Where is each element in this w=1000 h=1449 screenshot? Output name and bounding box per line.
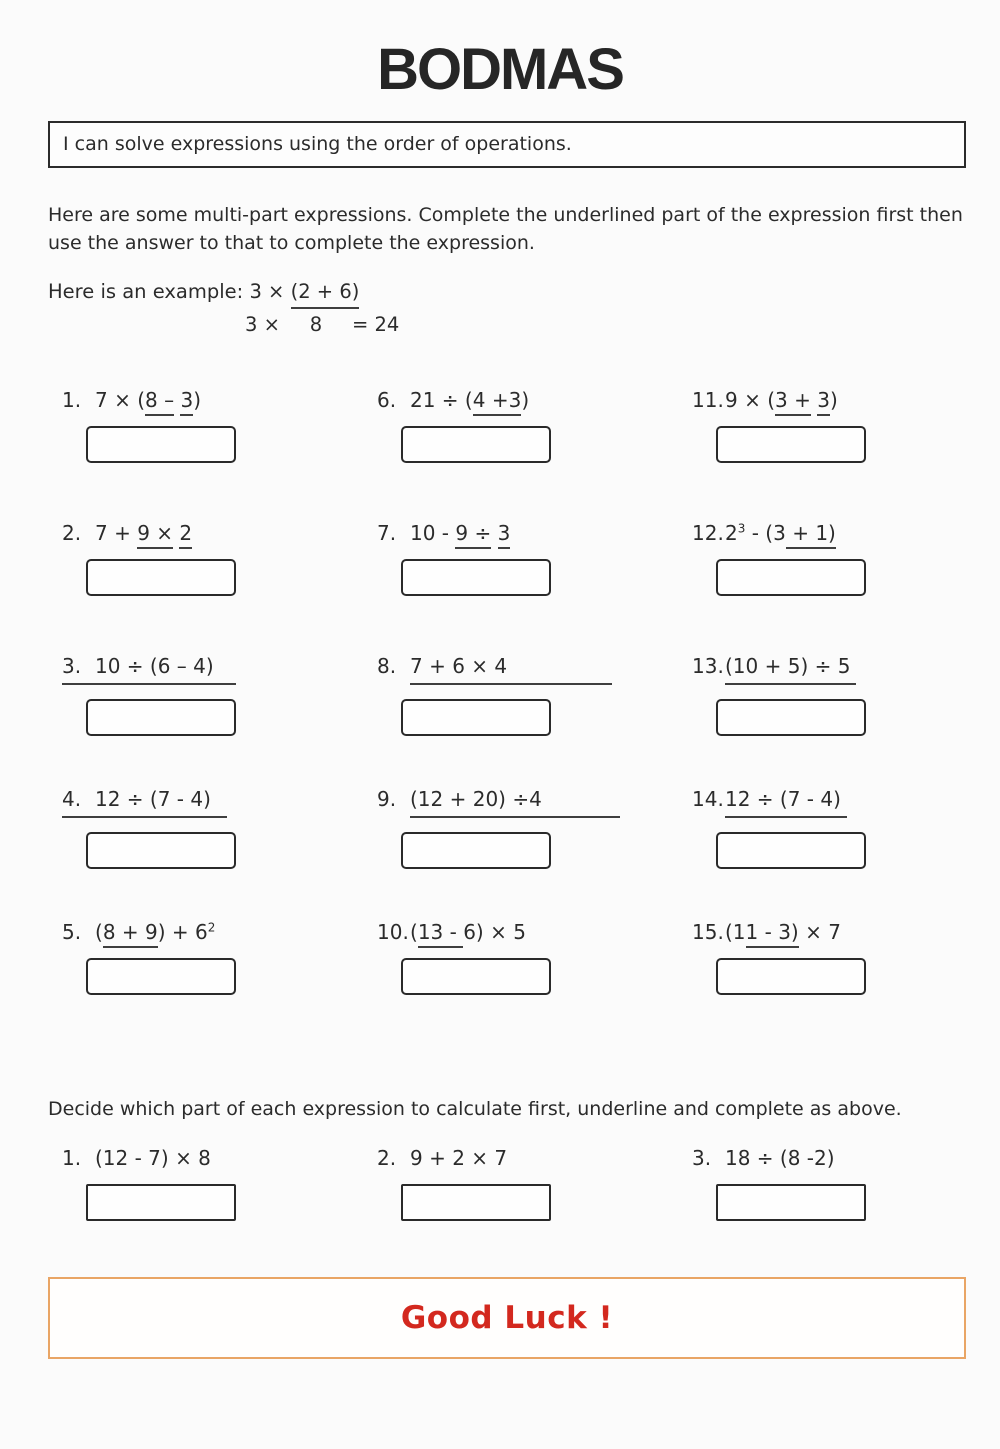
learning-objective-text: I can solve expressions using the order of operations. (63, 133, 572, 155)
expression-text (410, 1146, 507, 1170)
problem-cell (48, 920, 363, 1053)
answer-input-box[interactable] (86, 699, 236, 736)
expression-segment: × 7 (798, 920, 841, 945)
expression-segment: 12 ÷ (7 - 4) (95, 787, 211, 812)
problem-cell (363, 920, 678, 1053)
good-luck-text: Good Luck ! (400, 1300, 614, 1337)
underlined-segment: 2 (179, 521, 192, 549)
instructions-text: Here are some multi-part expressions. Complete the underlined part of the expression first then use the answer to that to complete the expression. (48, 204, 963, 254)
expression-text (410, 654, 612, 685)
problem-number: 9. (377, 787, 397, 812)
answer-input-box[interactable] (86, 958, 236, 995)
underlined-segment: 9 ÷ (455, 521, 491, 549)
expression-segment: 2 (725, 521, 738, 546)
problem-cell (48, 787, 363, 920)
underlined-segment: 3 (498, 521, 511, 549)
problem-number: 11. (692, 388, 724, 413)
expression-segment: - (3 (745, 521, 786, 546)
expression-text (410, 521, 510, 549)
problems-grid (48, 388, 952, 1053)
problem-expression (692, 521, 952, 545)
problem-cell (363, 787, 678, 920)
expression-segment: 7 + (95, 521, 138, 546)
answer-input-box[interactable] (716, 559, 866, 596)
example-result: = 24 (351, 313, 400, 337)
underlined-segment: + 1) (786, 521, 836, 549)
problem-expression (377, 920, 678, 944)
problem-number: 13. (692, 654, 724, 679)
problem-number: 8. (377, 654, 397, 679)
bottom-problems-grid (48, 1146, 952, 1221)
answer-input-box[interactable] (86, 559, 236, 596)
expression-segment: (12 + 20) ÷4 (410, 787, 542, 812)
worksheet-page (0, 36, 1000, 1449)
answer-input-box[interactable] (401, 559, 551, 596)
example-block (48, 280, 1000, 336)
expression-segment: (10 + 5) ÷ 5 (725, 654, 851, 679)
learning-objective-box (48, 121, 966, 168)
expression-segment: 9 × ( (725, 388, 775, 413)
expression-text (410, 388, 529, 416)
problem-expression (377, 521, 678, 545)
expression-segment: ) + 6 (157, 920, 208, 945)
problem-cell (48, 1146, 363, 1221)
example-line2-left: 3 × (245, 313, 280, 337)
example-underlined-part: (2 + 6) (291, 280, 360, 309)
problem-expression (62, 654, 236, 685)
problem-expression (692, 1146, 952, 1170)
expression-segment: (1 (725, 920, 746, 945)
problem-cell (678, 521, 952, 654)
expression-segment: (12 - 7) × 8 (95, 1146, 211, 1171)
expression-segment: ( (410, 920, 418, 945)
expression-segment: 6) × 5 (463, 920, 526, 945)
expression-segment: ) (521, 388, 530, 413)
problem-number: 2. (377, 1146, 397, 1171)
expression-text (725, 388, 838, 416)
problem-number: 12. (692, 521, 724, 546)
expression-segment: 7 + 6 × 4 (410, 654, 508, 679)
underlined-segment: 3 + (775, 388, 811, 416)
answer-input-box[interactable] (716, 1184, 866, 1221)
expression-text (725, 654, 856, 685)
problem-expression (377, 654, 678, 685)
underlined-segment: 8 – (145, 388, 174, 416)
problem-cell (48, 654, 363, 787)
problem-cell (363, 654, 678, 787)
answer-input-box[interactable] (716, 426, 866, 463)
problem-expression (62, 1146, 363, 1170)
expression-text (725, 1146, 835, 1170)
problem-cell (363, 388, 678, 521)
problem-number: 1. (62, 1146, 82, 1171)
problem-cell (48, 521, 363, 654)
example-answer: 8 (309, 313, 323, 337)
expression-segment (491, 521, 497, 545)
expression-segment: 2 (207, 920, 216, 935)
underlined-segment: 8 + 9 (103, 920, 158, 948)
example-line1 (48, 280, 1000, 303)
good-luck-banner (48, 1277, 966, 1359)
expression-text (95, 654, 214, 678)
answer-input-box[interactable] (401, 832, 551, 869)
problem-number: 4. (62, 787, 82, 812)
section2-instructions: Decide which part of each expression to calculate first, underline and complete as above. (48, 1098, 902, 1121)
underlined-segment: 9 × (137, 521, 173, 549)
problem-number: 5. (62, 920, 82, 945)
expression-text (95, 1146, 211, 1170)
problem-expression (692, 920, 952, 944)
expression-segment: 3 (737, 521, 746, 536)
problem-expression (377, 787, 678, 818)
problem-number: 6. (377, 388, 397, 413)
problem-number: 1. (62, 388, 82, 413)
answer-input-box[interactable] (401, 1184, 551, 1221)
problem-number: 7. (377, 521, 397, 546)
problem-expression (62, 388, 363, 412)
expression-text (95, 787, 211, 811)
problem-cell (363, 521, 678, 654)
answer-input-box[interactable] (86, 1184, 236, 1221)
underlined-segment: 3 (180, 388, 193, 416)
expression-text (725, 920, 841, 948)
problem-expression (377, 388, 678, 412)
answer-input-box[interactable] (401, 958, 551, 995)
problem-expression (62, 521, 363, 545)
answer-input-box[interactable] (86, 426, 236, 463)
expression-text (725, 787, 847, 818)
problem-cell (678, 388, 952, 521)
underlined-segment: 4 + (473, 388, 509, 416)
problem-expression (377, 1146, 678, 1170)
underlined-segment: 3 (817, 388, 830, 416)
problem-number: 3. (692, 1146, 712, 1171)
expression-text (410, 920, 526, 948)
answer-input-box[interactable] (401, 426, 551, 463)
problem-cell (363, 1146, 678, 1221)
expression-text (95, 388, 201, 416)
expression-segment: 10 - (410, 521, 456, 546)
problem-number: 2. (62, 521, 82, 546)
problem-cell (678, 787, 952, 920)
problem-number: 3. (62, 654, 82, 679)
page-title: BODMAS (377, 37, 623, 102)
underlined-segment: 3 (509, 388, 522, 416)
problem-cell (48, 388, 363, 521)
answer-input-box[interactable] (86, 832, 236, 869)
example-prefix: Here is an example: (48, 280, 250, 304)
problem-number: 10. (377, 920, 409, 945)
underlined-segment: 1 - 3) (746, 920, 799, 948)
expression-text (410, 787, 620, 818)
expression-segment: ) (829, 388, 838, 413)
problem-expression (692, 388, 952, 412)
problem-expression (62, 787, 227, 818)
expression-segment: ) (193, 388, 201, 413)
expression-segment: 9 + 2 × 7 (410, 1146, 508, 1171)
expression-segment: ( (95, 920, 103, 945)
problem-expression (692, 654, 952, 685)
problem-expression (62, 920, 363, 944)
expression-text (95, 521, 192, 549)
problem-number: 14. (692, 787, 724, 812)
expression-segment: 18 ÷ (8 -2) (725, 1146, 835, 1171)
expression-segment: 21 ÷ ( (410, 388, 473, 413)
problem-cell (678, 920, 952, 1053)
underlined-segment: 13 - (418, 920, 463, 948)
problem-expression (692, 787, 952, 818)
expression-segment: 7 × ( (95, 388, 145, 413)
problem-cell (678, 1146, 952, 1221)
problem-cell (678, 654, 952, 787)
answer-input-box[interactable] (716, 699, 866, 736)
answer-input-box[interactable] (716, 832, 866, 869)
expression-text (725, 521, 836, 545)
answer-input-box[interactable] (401, 699, 551, 736)
answer-input-box[interactable] (716, 958, 866, 995)
expression-segment: 12 ÷ (7 - 4) (725, 787, 841, 812)
example-line2 (48, 313, 1000, 336)
example-expression: 3 × (249, 280, 291, 304)
expression-text (95, 920, 215, 944)
expression-segment: 10 ÷ (6 – 4) (95, 654, 214, 679)
problem-number: 15. (692, 920, 724, 945)
